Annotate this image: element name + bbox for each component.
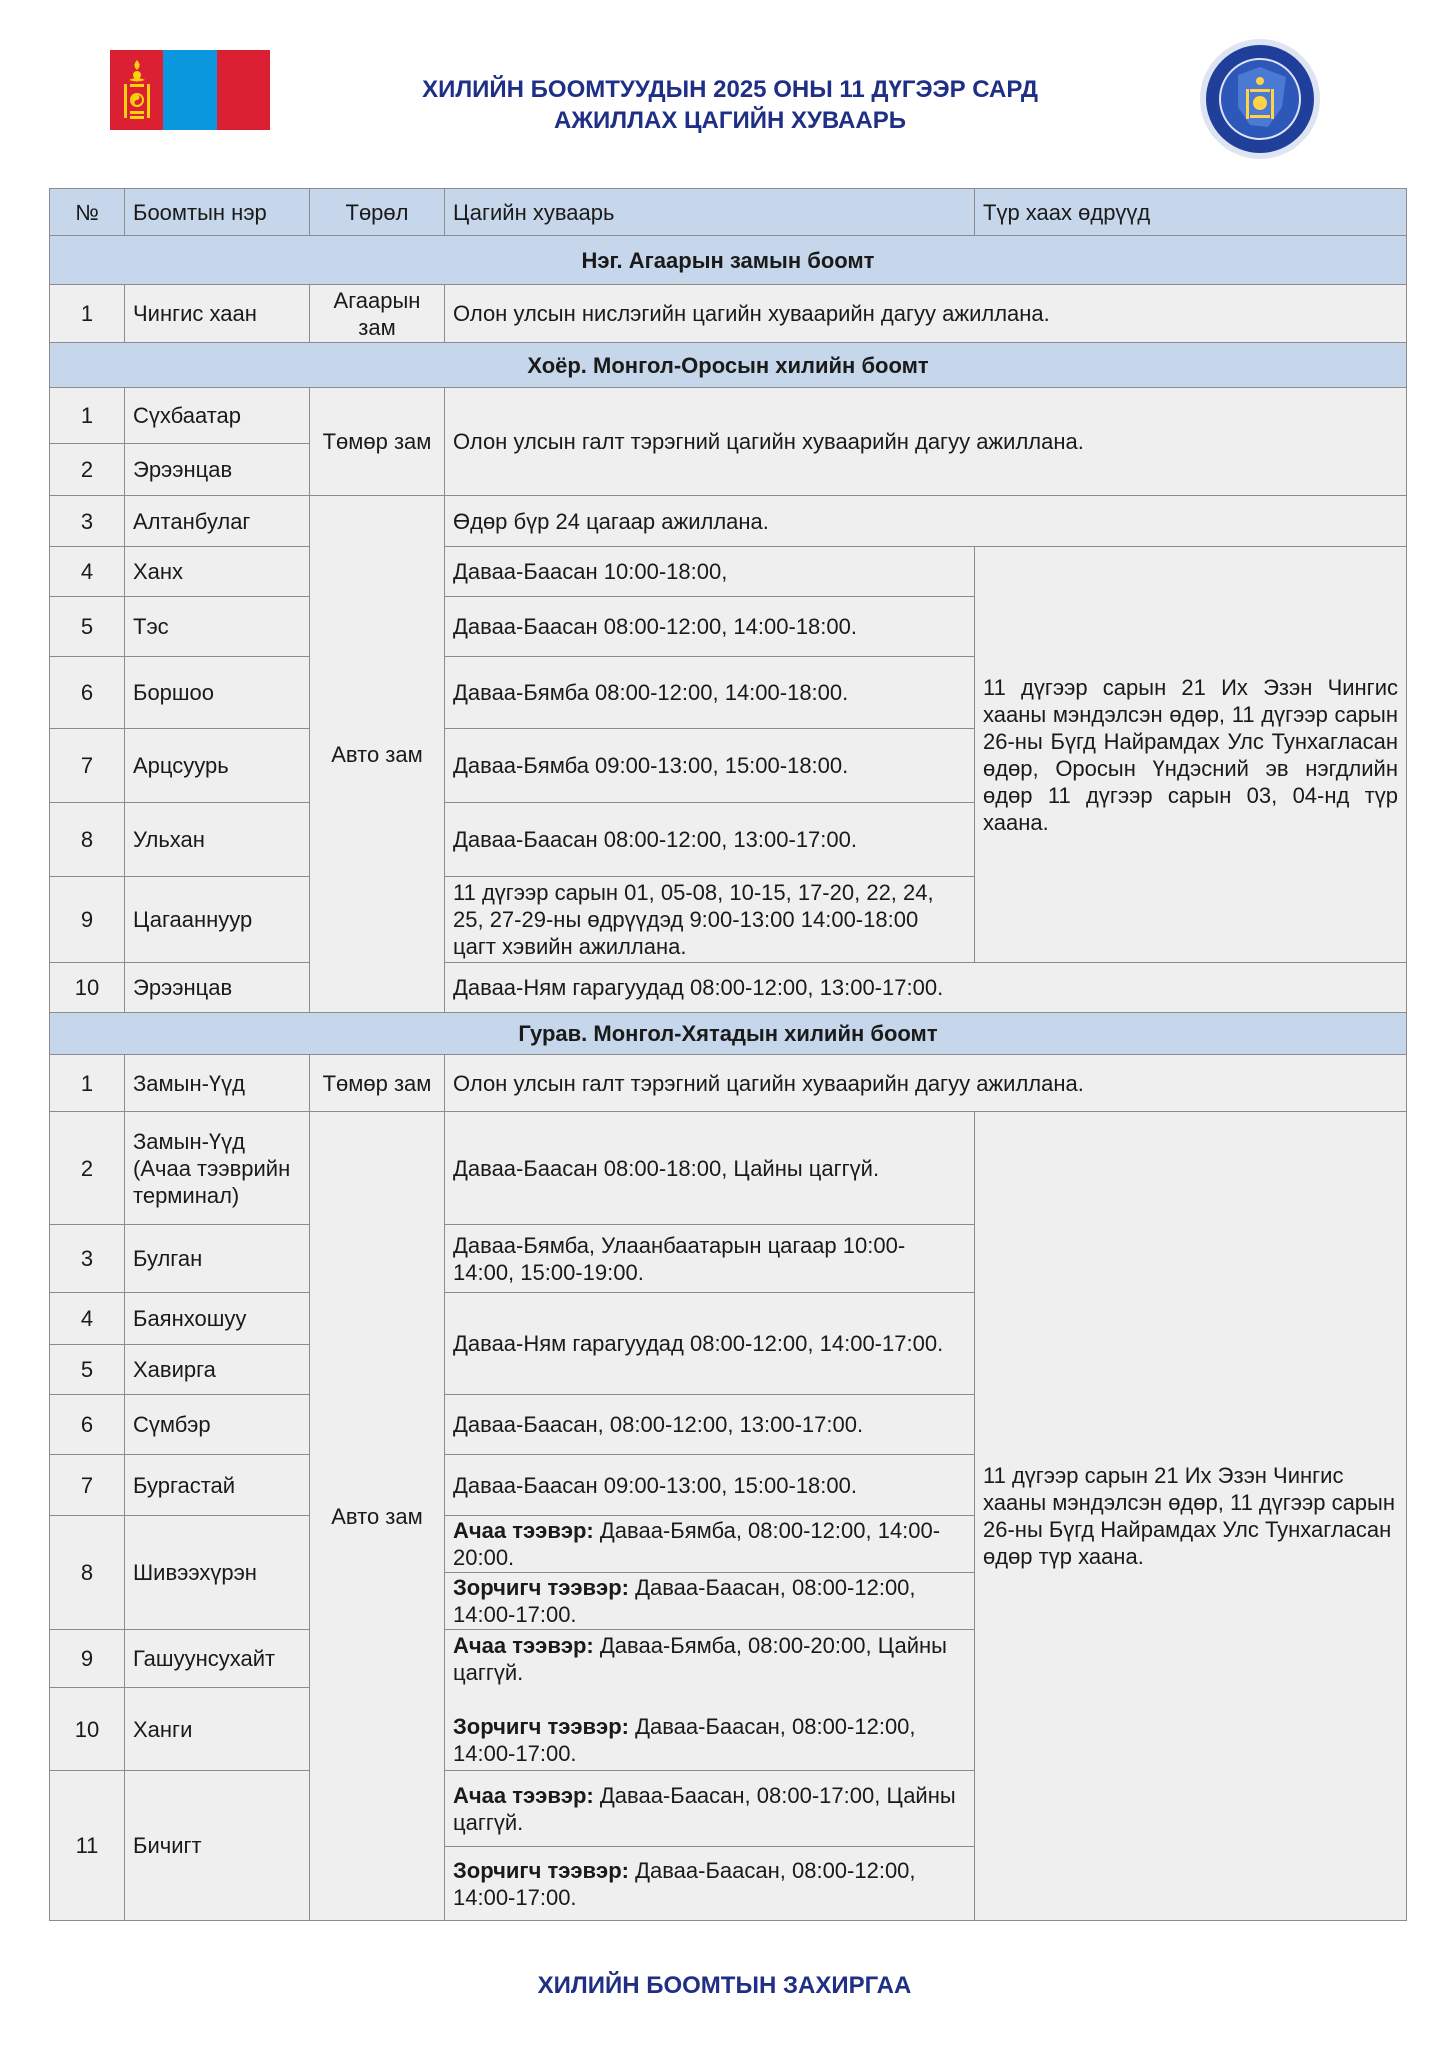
header-name: Боомтын нэр: [125, 189, 310, 236]
port-name: Шивээхүрэн: [125, 1516, 310, 1630]
row-number: 5: [50, 1345, 125, 1395]
port-name: Ульхан: [125, 803, 310, 877]
port-schedule: Даваа-Баасан 08:00-18:00, Цайны цаггүй.: [445, 1112, 975, 1225]
row-number: 4: [50, 1293, 125, 1345]
row-number: 7: [50, 1455, 125, 1516]
schedule-table: [49, 188, 1407, 1921]
port-name: Чингис хаан: [125, 285, 310, 343]
port-name: Тэс: [125, 597, 310, 657]
port-schedule: Олон улсын галт тэрэгний цагийн хуваарийн дагуу ажиллана.: [445, 388, 1407, 496]
row-number: 6: [50, 1395, 125, 1455]
row-number: 11: [50, 1771, 125, 1921]
row-number: 4: [50, 547, 125, 597]
passenger-schedule: [453, 1713, 966, 1767]
cargo-label: Ачаа тээвэр:: [453, 1782, 594, 1808]
row-number: 7: [50, 729, 125, 803]
passenger-label: Зорчигч тээвэр:: [453, 1575, 629, 1600]
title-line-1: ХИЛИЙН БООМТУУДЫН 2025 ОНЫ 11 ДҮГЭЭР САРД: [422, 76, 1038, 103]
port-name: Ханх: [125, 547, 310, 597]
passenger-schedule: [445, 1573, 975, 1630]
table-row: [50, 388, 1407, 444]
port-name: Замын-Үүд: [125, 1055, 310, 1112]
port-name: Эрээнцав: [125, 963, 310, 1013]
port-schedule: Даваа-Баасан 09:00-13:00, 15:00-18:00.: [445, 1455, 975, 1516]
row-number: 9: [50, 1630, 125, 1688]
row-number: 3: [50, 496, 125, 547]
port-name: Гашуунсухайт: [125, 1630, 310, 1688]
page-title: [300, 74, 1160, 136]
port-schedule: Олон улсын нислэгийн цагийн хуваарийн дагуу ажиллана.: [445, 285, 1407, 343]
table-row: [50, 1112, 1407, 1225]
row-number: 6: [50, 657, 125, 729]
port-type: Агаарын зам: [310, 285, 445, 343]
row-number: 9: [50, 877, 125, 963]
passenger-hours: Даваа-Баасан, 08:00-12:00, 14:00-17:00.: [453, 1575, 916, 1627]
table-row: [50, 547, 1407, 597]
port-schedule: Даваа-Баасан 08:00-12:00, 13:00-17:00.: [445, 803, 975, 877]
port-name: Эрээнцав: [125, 444, 310, 496]
port-schedule: Олон улсын галт тэрэгний цагийн хуваарийн дагуу ажиллана.: [445, 1055, 1407, 1112]
row-number: 10: [50, 963, 125, 1013]
table-row: [50, 1055, 1407, 1112]
port-name: Бичигт: [125, 1771, 310, 1921]
mongolian-flag-icon: [110, 50, 270, 130]
border-authority-emblem-icon: [1198, 37, 1322, 161]
port-schedule: Даваа-Бямба 08:00-12:00, 14:00-18:00.: [445, 657, 975, 729]
combined-schedule: [445, 1630, 975, 1771]
port-schedule: Даваа-Баасан, 08:00-12:00, 13:00-17:00.: [445, 1395, 975, 1455]
port-schedule: Даваа-Баасан 08:00-12:00, 14:00-18:00.: [445, 597, 975, 657]
port-name: Арцсуурь: [125, 729, 310, 803]
passenger-schedule: [445, 1847, 975, 1921]
row-number: 8: [50, 1516, 125, 1630]
row-number: 10: [50, 1688, 125, 1771]
row-number: 3: [50, 1225, 125, 1293]
passenger-label: Зорчигч тээвэр:: [453, 1714, 629, 1739]
port-name: Бургастай: [125, 1455, 310, 1516]
table-row: [50, 963, 1407, 1013]
port-schedule: Өдөр бүр 24 цагаар ажиллана.: [445, 496, 1407, 547]
passenger-hours: Даваа-Баасан, 08:00-12:00, 14:00-17:00.: [453, 1714, 916, 1766]
cargo-hours: Даваа-Баасан, 08:00-17:00, Цайны цаггүй.: [453, 1782, 956, 1835]
port-schedule: 11 дүгээр сарын 01, 05-08, 10-15, 17-20, 22, 24, 25, 27-29-ны өдрүүдэд 9:00-13:00 14:00-18:00 цагт хэвийн ажиллана.: [445, 877, 975, 963]
row-number: 2: [50, 1112, 125, 1225]
cargo-schedule: [445, 1771, 975, 1847]
cargo-hours: Даваа-Бямба, 08:00-20:00, Цайны цаггүй.: [453, 1633, 947, 1685]
port-type: Авто зам: [310, 496, 445, 1013]
table-row: [50, 496, 1407, 547]
port-name: Цагааннуур: [125, 877, 310, 963]
port-name: Замын-Үүд (Ачаа тээврийн терминал): [125, 1112, 310, 1225]
row-number: 1: [50, 388, 125, 444]
section-title-row: [50, 343, 1407, 388]
footer-authority-name: ХИЛИЙН БООМТЫН ЗАХИРГАА: [537, 1972, 912, 1999]
cargo-label: Ачаа тээвэр:: [453, 1633, 594, 1658]
port-schedule: Даваа-Бямба, Улаанбаатарын цагаар 10:00-14:00, 15:00-19:00.: [445, 1225, 975, 1293]
closure-days: 11 дүгээр сарын 21 Их Эзэн Чингис хааны мэндэлсэн өдөр, 11 дүгээр сарын 26-ны Бүгд Найрамдах Улс Тунхагласан өдөр, Оросын Үндэсний эв нэгдлийн өдөр 11 дүгээр сарын 03, 04-нд түр хаана.: [975, 547, 1407, 963]
port-schedule: Даваа-Баасан 10:00-18:00,: [445, 547, 975, 597]
port-type: Төмөр зам: [310, 1055, 445, 1112]
port-name: Баянхошуу: [125, 1293, 310, 1345]
header-type: Төрөл: [310, 189, 445, 236]
port-name: Булган: [125, 1225, 310, 1293]
port-name: Алтанбулаг: [125, 496, 310, 547]
port-type: Авто зам: [310, 1112, 445, 1921]
port-name: Сүхбаатар: [125, 388, 310, 444]
port-schedule: Даваа-Ням гарагуудад 08:00-12:00, 13:00-17:00.: [445, 963, 1407, 1013]
soyombo-icon: [122, 58, 152, 122]
row-number: 5: [50, 597, 125, 657]
title-line-2: АЖИЛЛАХ ЦАГИЙН ХУВААРЬ: [554, 107, 906, 134]
section-title-row: [50, 1013, 1407, 1055]
section-title-row: [50, 236, 1407, 285]
port-schedule: Даваа-Ням гарагуудад 08:00-12:00, 14:00-17:00.: [445, 1293, 975, 1395]
header-number: №: [50, 189, 125, 236]
cargo-label: Ачаа тээвэр:: [453, 1518, 594, 1543]
passenger-hours: Даваа-Баасан, 08:00-12:00, 14:00-17:00.: [453, 1857, 916, 1910]
row-number: 8: [50, 803, 125, 877]
port-name: Сүмбэр: [125, 1395, 310, 1455]
port-schedule: Даваа-Бямба 09:00-13:00, 15:00-18:00.: [445, 729, 975, 803]
header-closure: Түр хаах өдрүүд: [975, 189, 1407, 236]
cargo-schedule: [445, 1516, 975, 1573]
closure-days: 11 дүгээр сарын 21 Их Эзэн Чингис хааны мэндэлсэн өдөр, 11 дүгээр сарын 26-ны Бүгд Найрамдах Улс Тунхагласан өдөр түр хаана.: [975, 1112, 1407, 1921]
section-title: Нэг. Агаарын замын боомт: [50, 236, 1407, 285]
port-name: Боршоо: [125, 657, 310, 729]
section-title: Хоёр. Монгол-Оросын хилийн боомт: [50, 343, 1407, 388]
section-title: Гурав. Монгол-Хятадын хилийн боомт: [50, 1013, 1407, 1055]
cargo-hours: Даваа-Бямба, 08:00-12:00, 14:00-20:00.: [453, 1518, 941, 1570]
port-type: Төмөр зам: [310, 388, 445, 496]
cargo-schedule: [453, 1632, 966, 1686]
table-row: [50, 285, 1407, 343]
port-name: Хавирга: [125, 1345, 310, 1395]
port-name: Ханги: [125, 1688, 310, 1771]
row-number: 1: [50, 285, 125, 343]
row-number: 2: [50, 444, 125, 496]
table-header-row: [50, 189, 1407, 236]
passenger-label: Зорчигч тээвэр:: [453, 1857, 629, 1883]
row-number: 1: [50, 1055, 125, 1112]
header-schedule: Цагийн хуваарь: [445, 189, 975, 236]
